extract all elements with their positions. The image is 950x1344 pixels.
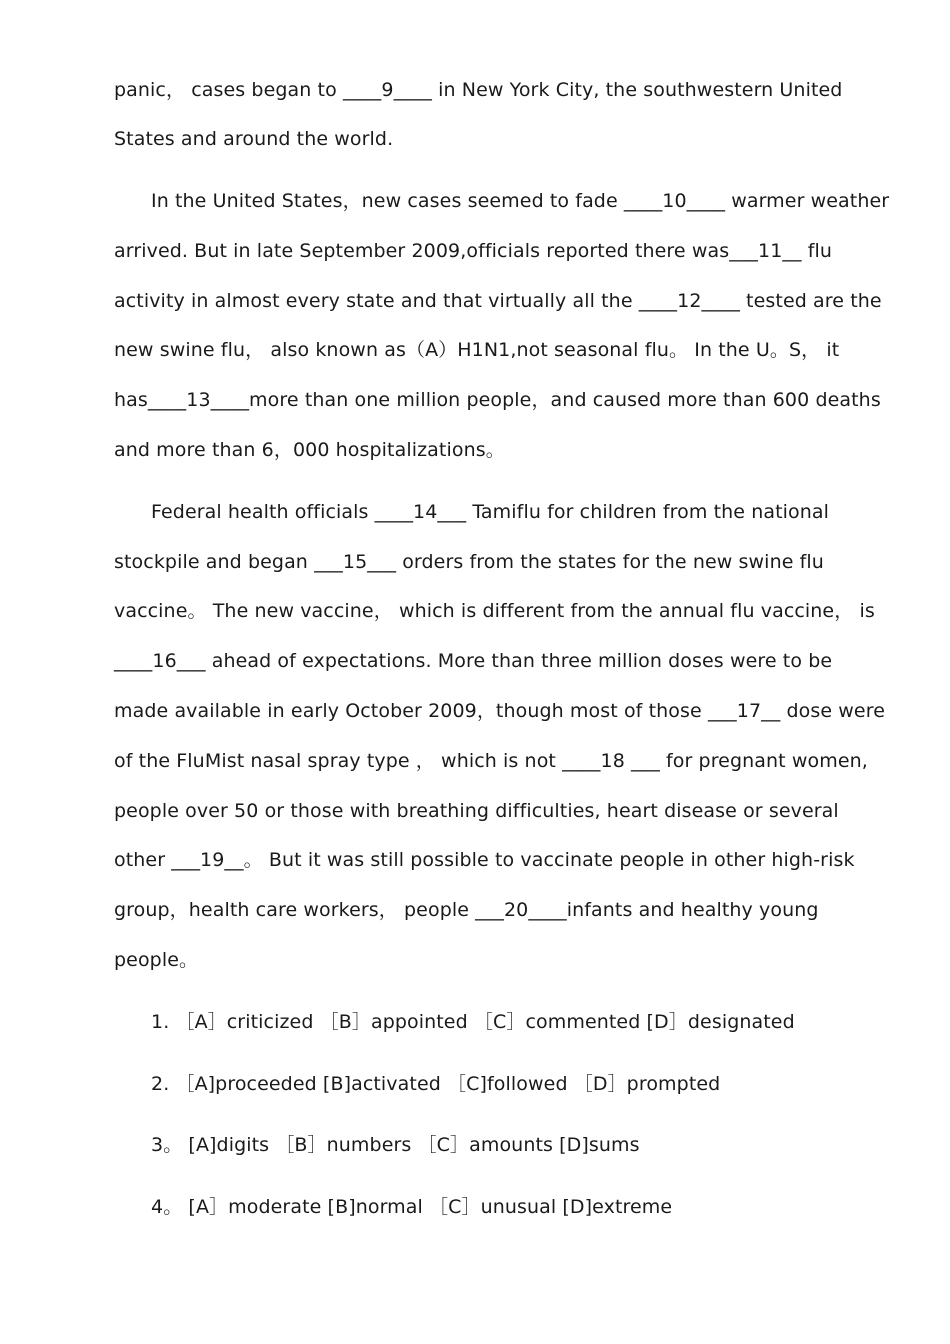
passage-line: other ___19__。 But it was still possible to vaccinate people in other high-risk	[114, 849, 855, 871]
passage-line: Federal health officials ____14___ Tamiflu for children from the national	[151, 501, 830, 523]
passage-line: made available in early October 2009，though most of those ___17__ dose were	[114, 700, 885, 722]
passage-line: States and around the world.	[114, 128, 394, 150]
passage-line: In the United States，new cases seemed to fade ____10____ warmer weather	[151, 190, 890, 212]
question-item: 3。 [A]digits ［B］numbers ［C］amounts [D]sums	[151, 1134, 640, 1156]
question-item: 2. ［A]proceeded [B]activated ［C]followed ［D］prompted	[151, 1073, 721, 1095]
question-item: 4。 [A］moderate [B]normal ［C］unusual [D]extreme	[151, 1196, 673, 1218]
passage-line: group，health care workers， people ___20____infants and healthy young	[114, 899, 819, 921]
passage-line: of the FluMist nasal spray type ， which is not ____18 ___ for pregnant women,	[114, 750, 868, 772]
passage-line: people over 50 or those with breathing difficulties, heart disease or several	[114, 800, 839, 822]
question-item: 1. ［A］criticized ［B］appointed ［C］commented [D］designated	[151, 1011, 795, 1033]
passage-line: and more than 6，000 hospitalizations。	[114, 439, 505, 461]
passage-line: stockpile and began ___15___ orders from the states for the new swine flu	[114, 551, 824, 573]
passage-line: ____16___ ahead of expectations. More than three million doses were to be	[114, 650, 833, 672]
passage-line: people。	[114, 949, 199, 971]
passage-line: activity in almost every state and that virtually all the ____12____ tested are the	[114, 290, 882, 312]
passage-line: vaccine。 The new vaccine， which is different from the annual flu vaccine， is	[114, 600, 875, 622]
passage-line: panic， cases began to ____9____ in New York City, the southwestern United	[114, 79, 843, 101]
passage-line: arrived. But in late September 2009,officials reported there was___11__ flu	[114, 240, 833, 262]
passage-line: has____13____more than one million people，and caused more than 600 deaths	[114, 389, 881, 411]
passage-line: new swine flu， also known as（A）H1N1,not seasonal flu。 In the U。S， it	[114, 339, 840, 361]
